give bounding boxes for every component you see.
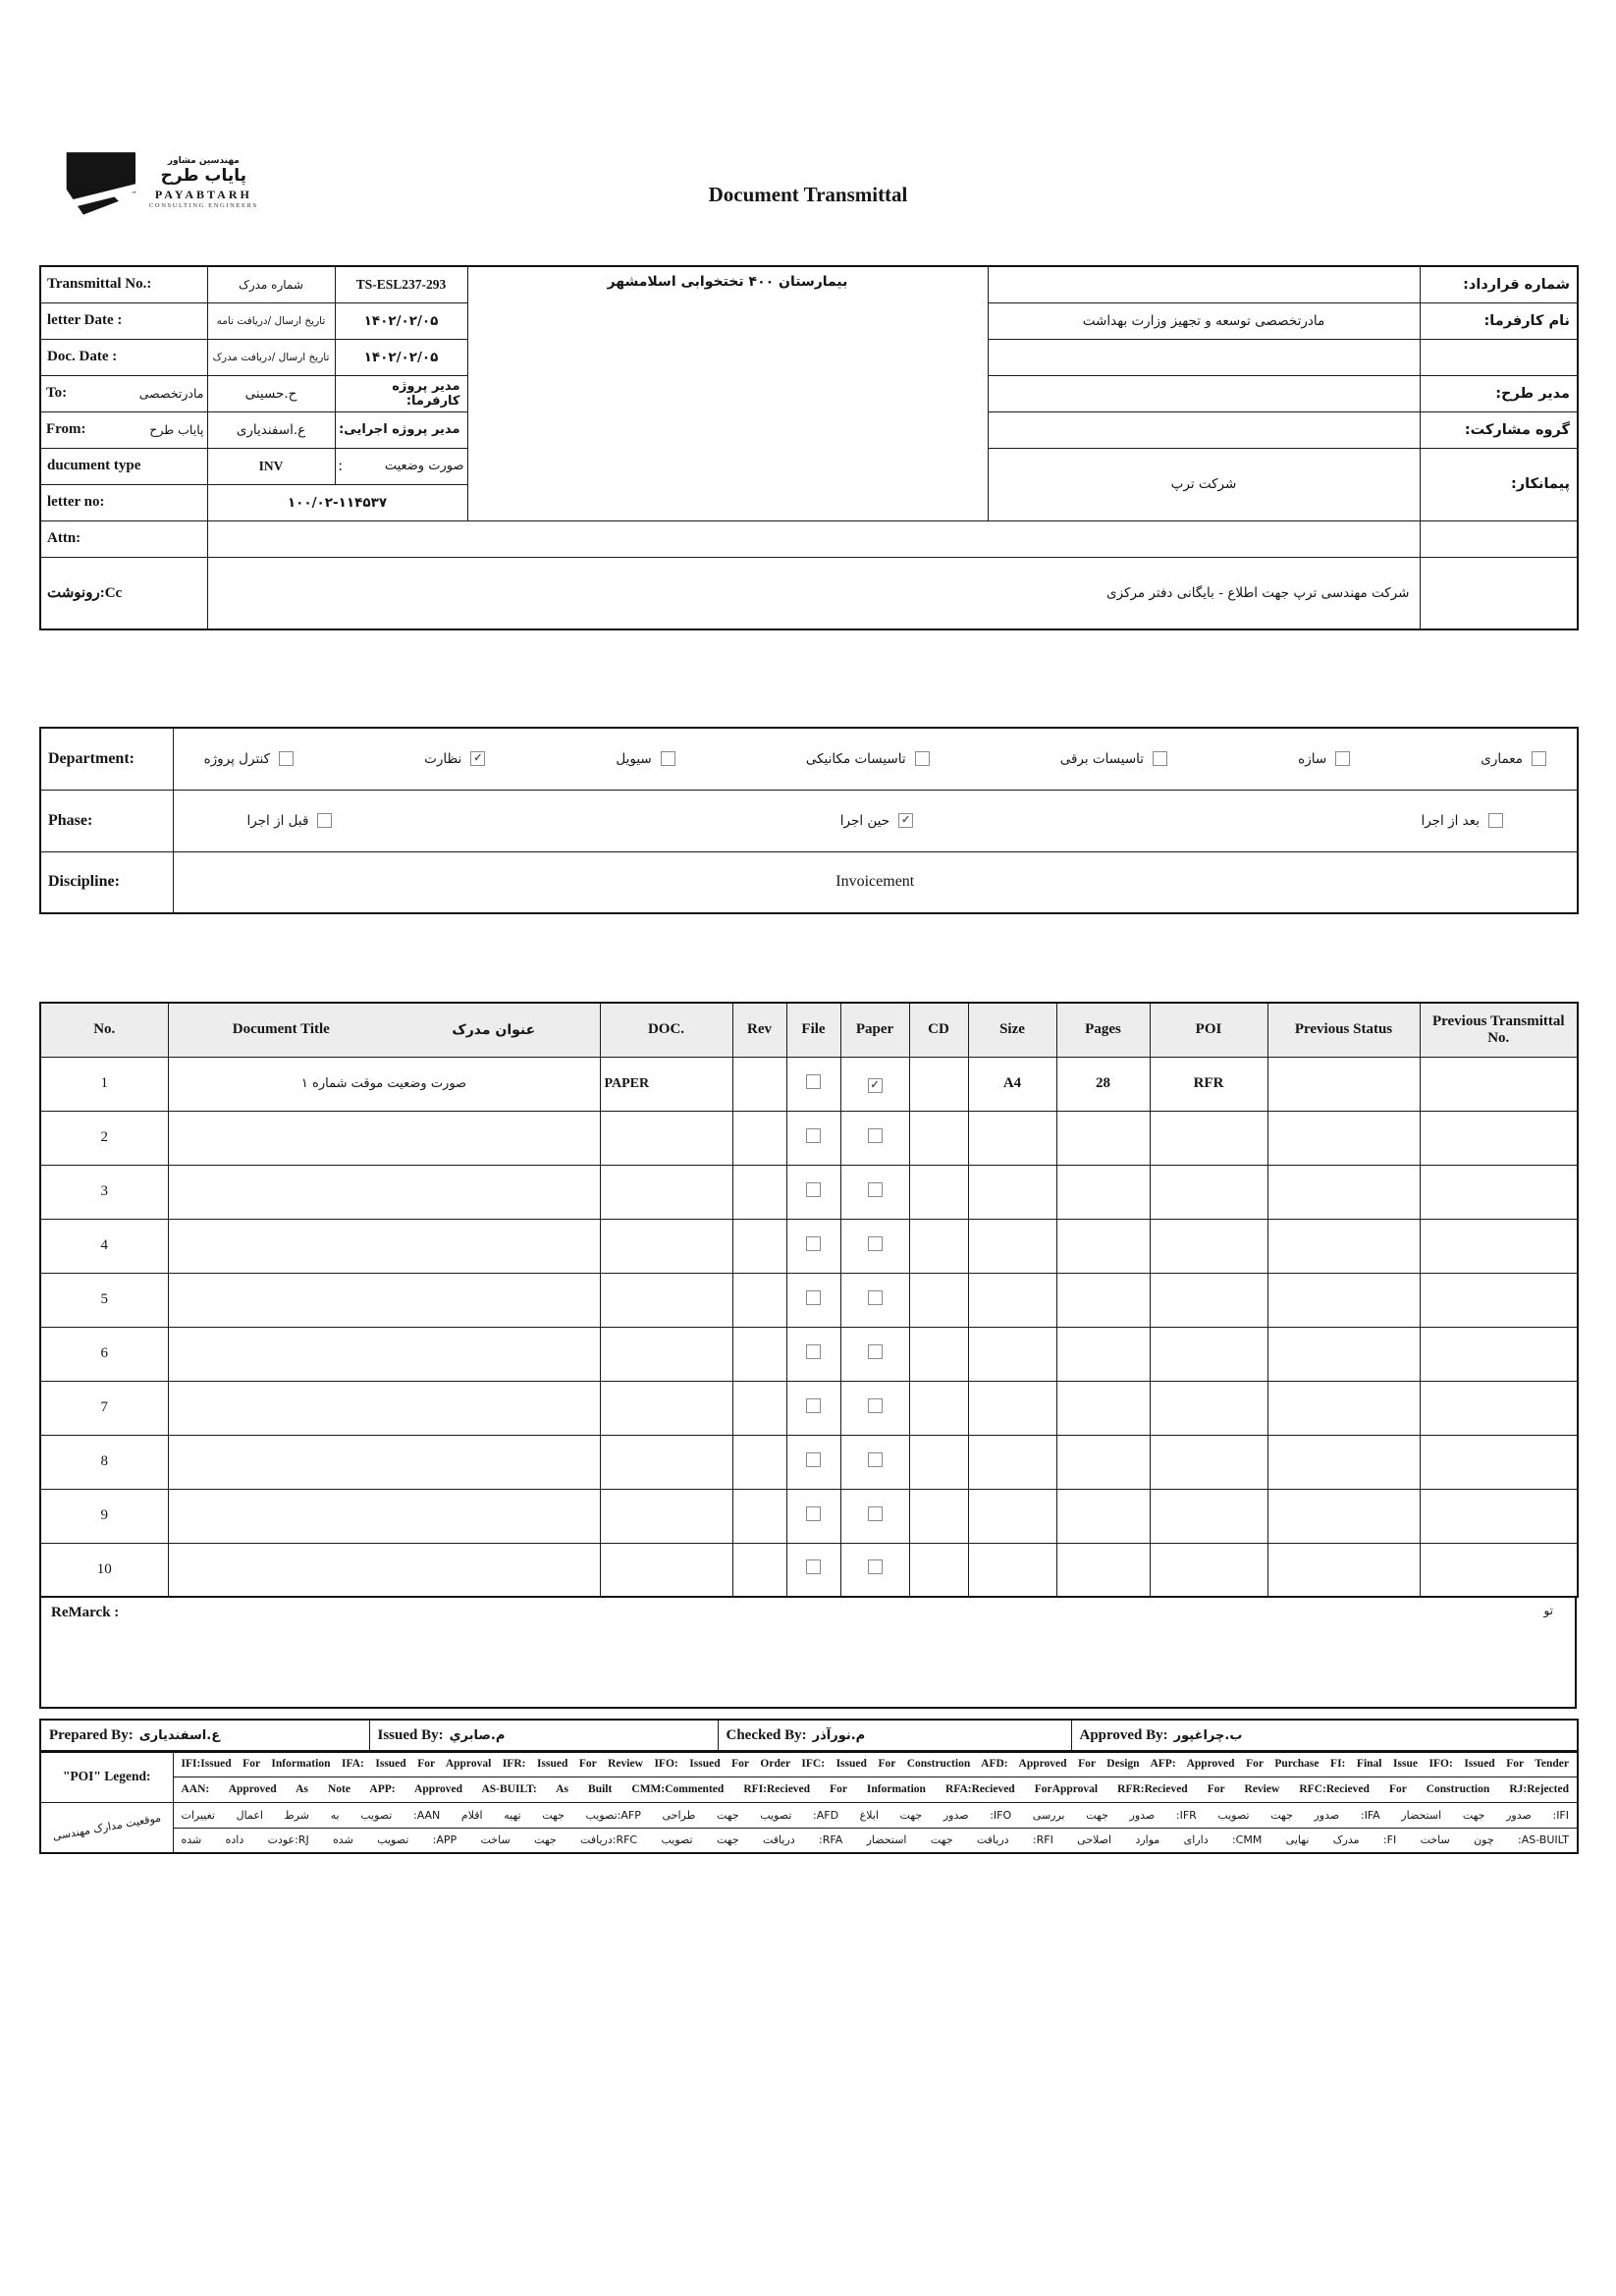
document-type-label: ducument type <box>40 448 207 484</box>
prepared-by-name: ع.اسفندیاری <box>138 1728 221 1743</box>
checkbox-label: بعد از اجرا <box>1421 812 1480 829</box>
previous-status-cell <box>1267 1219 1420 1273</box>
previous-transmittal-cell <box>1420 1057 1578 1111</box>
rev-cell <box>732 1219 786 1273</box>
pages-cell <box>1056 1327 1150 1381</box>
doc-format-cell <box>600 1165 732 1219</box>
document-title-cell <box>168 1381 600 1435</box>
checkbox[interactable] <box>279 751 294 766</box>
table-row <box>40 1543 1578 1597</box>
issued-by-label: Issued By: <box>377 1727 444 1743</box>
previous-status-cell <box>1267 1381 1420 1435</box>
checkbox-label: حین اجرا <box>839 812 890 829</box>
row-number-cell: 10 <box>40 1543 168 1597</box>
cd-cell <box>909 1489 968 1543</box>
paper-checkbox-cell <box>840 1435 909 1489</box>
file-checkbox-cell <box>786 1057 840 1111</box>
size-cell <box>968 1381 1056 1435</box>
cd-cell <box>909 1111 968 1165</box>
rev-cell <box>732 1273 786 1327</box>
letter-date-value: ۱۴۰۲/۰۲/۰۵ <box>335 302 467 339</box>
previous-status-cell <box>1267 1489 1420 1543</box>
from-value: پایاب طرح <box>149 422 204 437</box>
doc-date-fa-label: تاریخ ارسال /دریافت مدرک <box>207 339 335 375</box>
document-title-cell <box>168 1327 600 1381</box>
poi-cell <box>1150 1435 1267 1489</box>
previous-transmittal-cell <box>1420 1273 1578 1327</box>
header-prev-transmittal: Previous Transmittal No. <box>1420 1003 1578 1057</box>
poi-cell <box>1150 1219 1267 1273</box>
file-checkbox[interactable] <box>806 1236 821 1251</box>
file-checkbox-cell <box>786 1111 840 1165</box>
header-title <box>168 1003 600 1057</box>
size-cell <box>968 1165 1056 1219</box>
legend-row-2: AAN: Approved As Note APP: Approved AS-BUILT: As Built CMM:Commented RFI:Recieved For Information RFA:Recieved ForApproval RFR:Recieved For Review RFC:Recieved For Construction RJ:Rejected <box>173 1777 1578 1802</box>
header-poi: POI <box>1150 1003 1267 1057</box>
rev-cell <box>732 1543 786 1597</box>
doc-format-cell <box>600 1327 732 1381</box>
discipline-value: Invoicement <box>173 851 1578 913</box>
pages-cell <box>1056 1165 1150 1219</box>
paper-checkbox[interactable] <box>868 1344 883 1359</box>
transmittal-info-table <box>39 265 1579 630</box>
legend-fa-label-cell <box>40 1802 173 1853</box>
file-checkbox-cell <box>786 1381 840 1435</box>
paper-checkbox[interactable] <box>868 1182 883 1197</box>
header-no: No. <box>40 1003 168 1057</box>
file-checkbox-cell <box>786 1489 840 1543</box>
header-rev: Rev <box>732 1003 786 1057</box>
partnership-group-label: گروه مشارکت: <box>1420 411 1578 448</box>
file-checkbox[interactable] <box>806 1559 821 1574</box>
approved-by-label: Approved By: <box>1079 1727 1168 1743</box>
transmittal-no-fa-label: شماره مدرک <box>207 266 335 302</box>
contractor-label: پیمانکار: <box>1420 448 1578 520</box>
table-row <box>40 1273 1578 1327</box>
remark-box <box>39 1598 1577 1709</box>
table-row <box>40 1489 1578 1543</box>
cc-value: شرکت مهندسی ترپ جهت اطلاع - بایگانی دفتر مرکزی <box>207 557 1420 629</box>
previous-transmittal-cell <box>1420 1381 1578 1435</box>
client-pm-value: ح.حسینی <box>207 375 335 411</box>
checkbox-label: کنترل پروژه <box>203 750 271 767</box>
page-title: Document Transmittal <box>708 183 908 206</box>
checkbox-item <box>806 751 930 767</box>
size-cell <box>968 1219 1056 1273</box>
paper-checkbox[interactable] <box>868 1559 883 1574</box>
document-title-cell <box>168 1219 600 1273</box>
poi-cell <box>1150 1111 1267 1165</box>
previous-status-cell <box>1267 1435 1420 1489</box>
approved-by-name: ب.چراغپور <box>1173 1728 1243 1743</box>
paper-checkbox[interactable] <box>868 1452 883 1467</box>
project-name-cell: بیمارستان ۴۰۰ تختخوابی اسلامشهر <box>467 266 988 520</box>
previous-transmittal-cell <box>1420 1489 1578 1543</box>
legend-row-4: AS-BUILT: چون ساخت FI: مدرک نهایی CMM: دارای موارد اصلاحی RFI: دریافت جهت استحضار RFA: دریافت جهت تصویب RFC:دریافت جهت ساخت APP: تصویب شده RJ:عودت داده شده <box>173 1828 1578 1853</box>
file-checkbox[interactable] <box>806 1128 821 1143</box>
empty-corner-cell <box>1420 520 1578 557</box>
paper-checkbox-cell <box>840 1111 909 1165</box>
transmittal-no-value: TS-ESL237-293 <box>335 266 467 302</box>
file-checkbox-cell <box>786 1273 840 1327</box>
checkbox[interactable] <box>1335 751 1350 766</box>
paper-checkbox[interactable] <box>868 1236 883 1251</box>
checkbox-item <box>616 751 674 767</box>
size-cell <box>968 1327 1056 1381</box>
previous-status-cell <box>1267 1165 1420 1219</box>
file-checkbox[interactable] <box>806 1398 821 1413</box>
rev-cell <box>732 1111 786 1165</box>
legend-fa-label: موقعیت مدارک مهندسی <box>51 1811 162 1843</box>
size-cell <box>968 1489 1056 1543</box>
previous-transmittal-cell <box>1420 1219 1578 1273</box>
row-number-cell: 2 <box>40 1111 168 1165</box>
file-checkbox[interactable] <box>806 1290 821 1305</box>
empty-value-cell <box>988 411 1420 448</box>
pages-cell <box>1056 1381 1150 1435</box>
previous-status-cell <box>1267 1327 1420 1381</box>
poi-cell <box>1150 1273 1267 1327</box>
paper-checkbox-cell <box>840 1381 909 1435</box>
pages-cell <box>1056 1435 1150 1489</box>
doc-date-label: Doc. Date : <box>40 339 207 375</box>
document-title-cell <box>168 1543 600 1597</box>
cd-cell <box>909 1219 968 1273</box>
file-checkbox-cell <box>786 1435 840 1489</box>
header-paper: Paper <box>840 1003 909 1057</box>
table-row <box>40 1219 1578 1273</box>
header-size: Size <box>968 1003 1056 1057</box>
file-checkbox[interactable] <box>806 1344 821 1359</box>
row-number-cell: 4 <box>40 1219 168 1273</box>
checked-by-name: م.نورآذر <box>812 1728 866 1743</box>
cd-cell <box>909 1165 968 1219</box>
checkbox-label: نظارت <box>424 750 462 767</box>
design-manager-label: مدیر طرح: <box>1420 375 1578 411</box>
phase-checkbox-group <box>177 813 1575 829</box>
previous-status-cell <box>1267 1111 1420 1165</box>
transmittal-no-label: Transmittal No.: <box>40 266 207 302</box>
cd-cell <box>909 1435 968 1489</box>
prepared-by-label: Prepared By: <box>49 1727 134 1743</box>
document-title-cell <box>168 1111 600 1165</box>
empty-value-cell <box>988 339 1420 375</box>
contract-no-label: شماره قرارداد: <box>1420 266 1578 302</box>
rev-cell <box>732 1165 786 1219</box>
approved-by-cell <box>1071 1720 1578 1752</box>
header-pages: Pages <box>1056 1003 1150 1057</box>
checkbox-item <box>840 813 913 829</box>
checkbox-label: سازه <box>1298 750 1327 767</box>
cd-cell <box>909 1327 968 1381</box>
department-checkbox-group <box>177 751 1575 767</box>
table-row <box>40 1165 1578 1219</box>
doc-format-cell <box>600 1381 732 1435</box>
discipline-label: Discipline: <box>40 851 173 913</box>
checkbox[interactable] <box>1153 751 1167 766</box>
document-type-fa-cell <box>335 448 467 484</box>
doc-format-cell <box>600 1435 732 1489</box>
brand-fa-name: پایاب طرح <box>160 166 247 186</box>
checkbox-item <box>1481 751 1546 767</box>
file-checkbox[interactable] <box>806 1452 821 1467</box>
document-type-colon: : <box>338 457 343 474</box>
header-title-fa: عنوان مدرک <box>452 1021 536 1038</box>
rev-cell <box>732 1435 786 1489</box>
row-number-cell: 5 <box>40 1273 168 1327</box>
legend-table <box>39 1750 1579 1854</box>
paper-checkbox[interactable] <box>868 1398 883 1413</box>
checked-by-label: Checked By: <box>726 1727 807 1743</box>
doc-format-cell <box>600 1111 732 1165</box>
size-cell: A4 <box>968 1057 1056 1111</box>
previous-status-cell <box>1267 1057 1420 1111</box>
paper-checkbox[interactable] <box>868 1290 883 1305</box>
checkbox-label: سیویل <box>616 750 652 767</box>
previous-transmittal-cell <box>1420 1543 1578 1597</box>
poi-cell <box>1150 1381 1267 1435</box>
row-number-cell: 8 <box>40 1435 168 1489</box>
checkbox[interactable] <box>915 751 930 766</box>
to-cell <box>40 375 207 411</box>
issued-by-name: م.صابري <box>449 1728 506 1743</box>
remark-label: ReMarck : <box>51 1605 120 1620</box>
poi-cell: RFR <box>1150 1057 1267 1111</box>
client-name-value: مادرتخصصی توسعه و تجهیز وزارت بهداشت <box>988 302 1420 339</box>
table-row <box>40 1435 1578 1489</box>
paper-checkbox-cell <box>840 1057 909 1111</box>
checkbox[interactable] <box>470 751 485 766</box>
file-checkbox-cell <box>786 1327 840 1381</box>
department-label: Department: <box>40 728 173 790</box>
header-file: File <box>786 1003 840 1057</box>
empty-value-cell <box>988 375 1420 411</box>
row-number-cell: 9 <box>40 1489 168 1543</box>
checkbox-item <box>247 813 333 829</box>
document-list-block <box>39 1002 1577 1709</box>
file-checkbox-cell <box>786 1165 840 1219</box>
document-title-cell <box>168 1165 600 1219</box>
legend-row-1: IFI:Issued For Information IFA: Issued For Approval IFR: Issued For Review IFO: Issued For Order IFC: Issued For Construction AFD: Approved For Design AFP: Approved For Purchase FI: Final Issue IFO: Issued For Tender <box>173 1751 1578 1777</box>
rev-cell <box>732 1489 786 1543</box>
cc-label: رونوشت:Cc <box>40 557 207 629</box>
header-cd: CD <box>909 1003 968 1057</box>
checkbox-label: معماری <box>1481 750 1523 767</box>
phase-options-cell <box>173 790 1578 851</box>
size-cell <box>968 1111 1056 1165</box>
cd-cell <box>909 1543 968 1597</box>
client-name-label: نام کارفرما: <box>1420 302 1578 339</box>
pages-cell: 28 <box>1056 1057 1150 1111</box>
checkbox-label: تاسیسات برقی <box>1059 750 1145 767</box>
doc-date-value: ۱۴۰۲/۰۲/۰۵ <box>335 339 467 375</box>
paper-checkbox-cell <box>840 1543 909 1597</box>
pages-cell <box>1056 1489 1150 1543</box>
rev-cell <box>732 1381 786 1435</box>
checkbox-item <box>204 751 294 767</box>
poi-cell <box>1150 1165 1267 1219</box>
paper-checkbox-cell <box>840 1219 909 1273</box>
table-row <box>40 1381 1578 1435</box>
pages-cell <box>1056 1111 1150 1165</box>
row-number-cell: 3 <box>40 1165 168 1219</box>
row-number-cell: 1 <box>40 1057 168 1111</box>
checked-by-cell <box>718 1720 1071 1752</box>
document-table <box>39 1002 1579 1598</box>
paper-checkbox[interactable] <box>868 1078 883 1093</box>
letter-date-fa-label: تاریخ ارسال /دریافت نامه <box>207 302 335 339</box>
document-title-cell <box>168 1435 600 1489</box>
phase-label: Phase: <box>40 790 173 851</box>
checkbox-label: تاسیسات مکانیکی <box>805 750 906 767</box>
cd-cell <box>909 1273 968 1327</box>
exec-pm-label: مدیر پروژه اجرایی: <box>335 411 467 448</box>
poi-cell <box>1150 1327 1267 1381</box>
header-prev-status: Previous Status <box>1267 1003 1420 1057</box>
checkbox[interactable] <box>1488 813 1503 828</box>
remark-note: تو <box>1543 1604 1553 1617</box>
size-cell <box>968 1273 1056 1327</box>
row-number-cell: 7 <box>40 1381 168 1435</box>
poi-cell <box>1150 1489 1267 1543</box>
letter-no-value: ۱۰۰/۰۲-۱۱۴۵۳۷ <box>207 484 467 520</box>
paper-checkbox[interactable] <box>868 1128 883 1143</box>
header-title-en: Document Title <box>232 1021 330 1038</box>
doc-format-cell <box>600 1219 732 1273</box>
file-checkbox-cell <box>786 1543 840 1597</box>
size-cell <box>968 1435 1056 1489</box>
attn-value-cell <box>207 520 1420 557</box>
to-label: To: <box>46 385 68 401</box>
legend-row-3: IFI: صدور جهت استحضار IFA: صدور جهت تصویب IFR: صدور جهت بررسی IFO: صدور جهت ابلاغ AFD: تصویب جهت طراحی AFP:تصویب جهت تهیه اقلام AAN: تصویب به شرط اعمال تغییرات <box>173 1802 1578 1828</box>
checkbox[interactable] <box>317 813 332 828</box>
paper-checkbox[interactable] <box>868 1506 883 1521</box>
pages-cell <box>1056 1543 1150 1597</box>
contract-no-value <box>988 266 1420 302</box>
to-value: مادرتخصصی <box>138 386 204 401</box>
doc-format-cell <box>600 1273 732 1327</box>
from-cell <box>40 411 207 448</box>
file-checkbox[interactable] <box>806 1506 821 1521</box>
previous-status-cell <box>1267 1543 1420 1597</box>
previous-status-cell <box>1267 1273 1420 1327</box>
pages-cell <box>1056 1219 1150 1273</box>
file-checkbox[interactable] <box>806 1182 821 1197</box>
checkbox[interactable] <box>1532 751 1546 766</box>
from-label: From: <box>46 421 86 437</box>
document-title-cell <box>168 1273 600 1327</box>
size-cell <box>968 1543 1056 1597</box>
cd-cell <box>909 1381 968 1435</box>
table-row <box>40 1111 1578 1165</box>
contractor-value: شرکت ترپ <box>988 448 1420 520</box>
document-table-header-row <box>40 1003 1578 1057</box>
checkbox[interactable] <box>661 751 675 766</box>
rev-cell <box>732 1327 786 1381</box>
paper-checkbox-cell <box>840 1489 909 1543</box>
issued-by-cell <box>369 1720 718 1752</box>
checkbox-item <box>1060 751 1167 767</box>
brand-fa-tagline: مهندسین مشاور <box>167 156 240 166</box>
checkbox[interactable] <box>898 813 913 828</box>
exec-pm-value: ع.اسفندیاری <box>207 411 335 448</box>
pages-cell <box>1056 1273 1150 1327</box>
poi-cell <box>1150 1543 1267 1597</box>
document-type-value: INV <box>207 448 335 484</box>
previous-transmittal-cell <box>1420 1111 1578 1165</box>
row-number-cell: 6 <box>40 1327 168 1381</box>
empty-corner-cell <box>1420 557 1578 629</box>
doc-format-cell: PAPER <box>600 1057 732 1111</box>
department-options-cell <box>173 728 1578 790</box>
checkbox-item <box>1298 751 1350 767</box>
signature-table <box>39 1719 1579 1753</box>
paper-checkbox-cell <box>840 1327 909 1381</box>
attn-label: Attn: <box>40 520 207 557</box>
checkbox-label: قبل از اجرا <box>246 812 309 829</box>
client-pm-label: مدیر پروژه کارفرما: <box>335 375 467 411</box>
brand-en-subtitle: CONSULTING ENGINEERS <box>149 202 258 209</box>
empty-label-cell <box>1420 339 1578 375</box>
table-row <box>40 1327 1578 1381</box>
doc-format-cell <box>600 1543 732 1597</box>
prepared-by-cell <box>40 1720 369 1752</box>
doc-format-cell <box>600 1489 732 1543</box>
table-row <box>40 1057 1578 1111</box>
previous-transmittal-cell <box>1420 1165 1578 1219</box>
checkbox-item <box>1421 813 1503 829</box>
file-checkbox[interactable] <box>806 1074 821 1089</box>
poi-legend-label: "POI" Legend: <box>40 1751 173 1802</box>
rev-cell <box>732 1057 786 1111</box>
checkbox-item <box>424 751 485 767</box>
letter-date-label: letter Date : <box>40 302 207 339</box>
brand-en-name: PAYABTARH <box>154 188 252 201</box>
document-type-fa-label: صورت وضعیت <box>384 459 464 473</box>
paper-checkbox-cell <box>840 1165 909 1219</box>
classification-table <box>39 727 1579 914</box>
cd-cell <box>909 1057 968 1111</box>
previous-transmittal-cell <box>1420 1435 1578 1489</box>
previous-transmittal-cell <box>1420 1327 1578 1381</box>
document-title-cell: صورت وضعیت موقت شماره ۱ <box>168 1057 600 1111</box>
letter-no-label: letter no: <box>40 484 207 520</box>
document-title-cell <box>168 1489 600 1543</box>
file-checkbox-cell <box>786 1219 840 1273</box>
header-doc: DOC. <box>600 1003 732 1057</box>
paper-checkbox-cell <box>840 1273 909 1327</box>
